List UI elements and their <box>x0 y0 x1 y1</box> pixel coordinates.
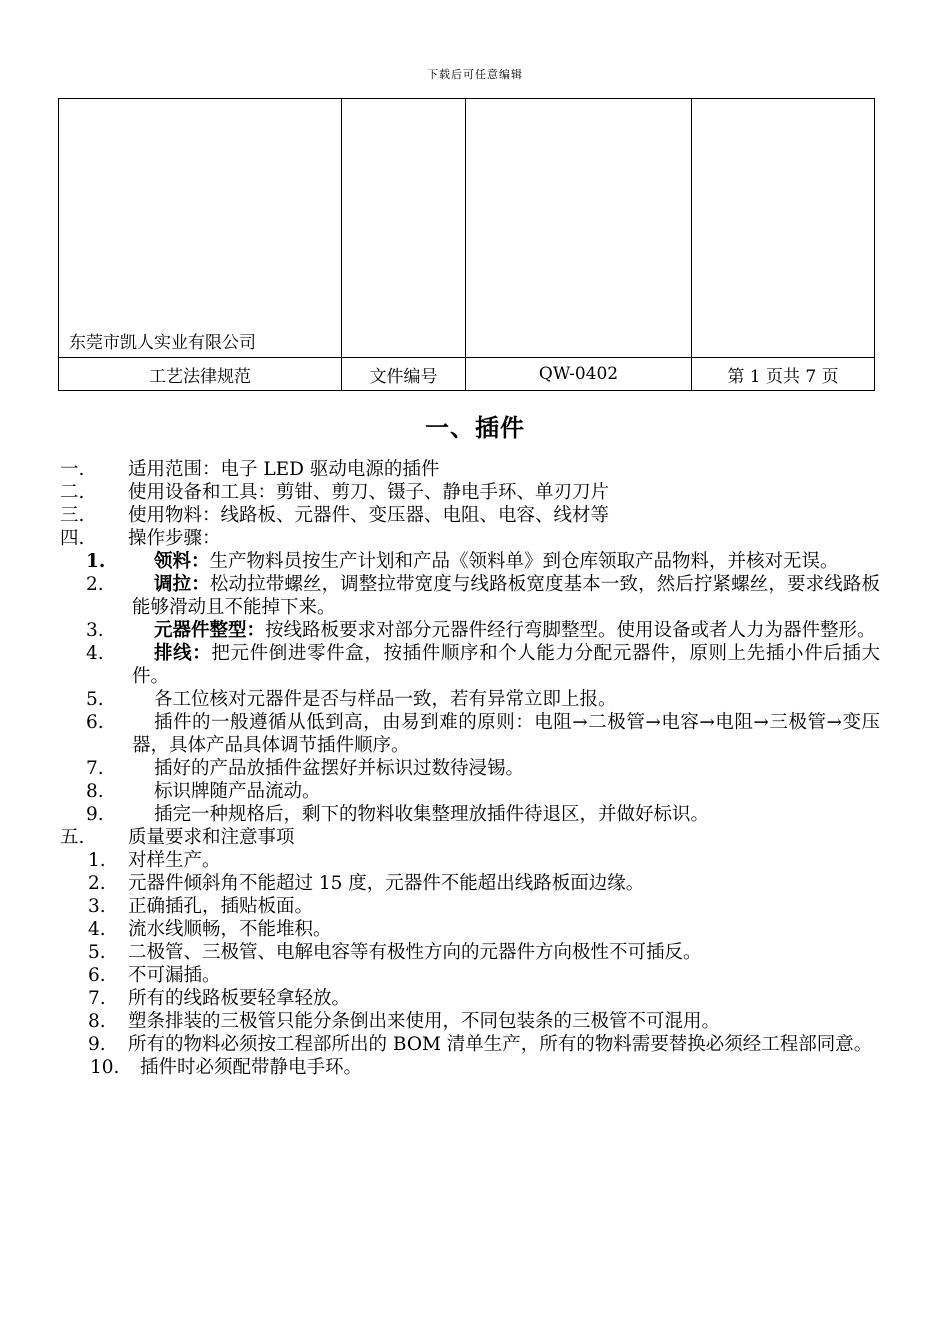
section <box>60 504 880 527</box>
item-number: 4. <box>88 919 106 940</box>
step-number: 4. <box>86 643 104 664</box>
step-number: 9. <box>86 804 104 825</box>
item-number: 7. <box>88 988 106 1009</box>
step-text: 把元件倒进零件盒，按插件顺序和个人能力分配元器件，原则上先插小件后插大件。 <box>132 643 880 687</box>
step-keyword: 领料： <box>154 551 210 572</box>
step-text: 按线路板要求对部分元器件经行弯脚整型。使用设备或者人力为器件整形。 <box>265 620 876 641</box>
page-info: 第 1 页共 7 页 <box>692 358 875 391</box>
item-text: 所有的物料必须按工程部所出的 BOM 清单生产，所有的物料需要替换必须经工程部同意。 <box>128 1034 873 1055</box>
quality-item <box>60 918 880 941</box>
step-number: 5. <box>86 689 104 710</box>
section-number: 三. <box>60 505 85 526</box>
step-item <box>60 573 880 619</box>
blank-cell <box>342 99 466 358</box>
section-number: 五. <box>60 827 85 848</box>
item-number: 10. <box>90 1057 120 1078</box>
section-text: 使用物料：线路板、元器件、变压器、电阻、电容、线材等 <box>128 505 610 526</box>
step-number: 1. <box>86 551 106 572</box>
quality-item <box>60 1010 880 1033</box>
company-cell <box>59 99 342 358</box>
step-item <box>60 550 880 573</box>
doc-number-label: 文件编号 <box>342 358 466 391</box>
section <box>60 481 880 504</box>
document-header-table <box>58 98 875 391</box>
quality-item <box>60 1056 880 1079</box>
item-number: 3. <box>88 896 106 917</box>
section <box>60 458 880 481</box>
item-text: 元器件倾斜角不能超过 15 度，元器件不能超出线路板面边缘。 <box>128 873 645 894</box>
step-number: 3. <box>86 620 104 641</box>
watermark: 下载后可任意编辑 <box>427 68 523 81</box>
item-text: 流水线顺畅，不能堆积。 <box>128 919 332 940</box>
item-text: 对样生产。 <box>128 850 221 871</box>
step-text: 松动拉带螺丝，调整拉带宽度与线路板宽度基本一致，然后拧紧螺丝，要求线路板能够滑动且不能掉下来。 <box>132 574 880 618</box>
doc-type: 工艺法律规范 <box>59 358 342 391</box>
step-text: 插件的一般遵循从低到高，由易到难的原则：电阻→二极管→电容→电阻→三极管→变压器，具体产品具体调节插件顺序。 <box>132 712 880 756</box>
section <box>60 527 880 550</box>
item-number: 5. <box>88 942 106 963</box>
item-text: 所有的线路板要轻拿轻放。 <box>128 988 351 1009</box>
section-text: 质量要求和注意事项 <box>128 827 295 848</box>
step-item <box>60 619 880 642</box>
step-item <box>60 688 880 711</box>
step-text: 插好的产品放插件盆摆好并标识过数待浸锡。 <box>154 758 525 779</box>
section-number: 二. <box>60 482 85 503</box>
section-text: 使用设备和工具：剪钳、剪刀、镊子、静电手环、单刃刀片 <box>128 482 610 503</box>
step-item <box>60 642 880 688</box>
quality-item <box>60 849 880 872</box>
item-number: 1. <box>88 850 106 871</box>
step-number: 7. <box>86 758 104 779</box>
step-item <box>60 780 880 803</box>
quality-item <box>60 872 880 895</box>
item-text: 不可漏插。 <box>128 965 221 986</box>
step-item <box>60 711 880 757</box>
quality-item <box>60 987 880 1010</box>
company-name: 东莞市凯人实业有限公司 <box>69 333 256 353</box>
step-keyword: 调拉： <box>154 574 210 595</box>
step-text: 标识牌随产品流动。 <box>154 781 321 802</box>
section-number: 四. <box>60 528 85 549</box>
quality-item <box>60 941 880 964</box>
blank-cell <box>692 99 875 358</box>
quality-item <box>60 1033 880 1056</box>
document-body <box>60 458 880 1079</box>
item-number: 6. <box>88 965 106 986</box>
step-number: 6. <box>86 712 104 733</box>
page-title: 一、插件 <box>425 413 525 442</box>
section-text: 操作步骤： <box>128 528 221 549</box>
blank-cell <box>466 99 692 358</box>
section-number: 一. <box>60 459 85 480</box>
section <box>60 826 880 849</box>
section-text: 适用范围：电子 LED 驱动电源的插件 <box>128 459 440 480</box>
step-number: 8. <box>86 781 104 802</box>
step-keyword: 排线： <box>154 643 212 664</box>
item-number: 2. <box>88 873 106 894</box>
quality-item <box>60 895 880 918</box>
step-text: 生产物料员按生产计划和产品《领料单》到仓库领取产品物料，并核对无误。 <box>209 551 839 572</box>
step-item <box>60 757 880 780</box>
step-item <box>60 803 880 826</box>
item-number: 9. <box>88 1034 106 1055</box>
doc-number: QW-0402 <box>466 358 692 391</box>
step-keyword: 元器件整型： <box>154 620 266 641</box>
item-text: 正确插孔，插贴板面。 <box>128 896 314 917</box>
step-text: 各工位核对元器件是否与样品一致，若有异常立即上报。 <box>154 689 617 710</box>
item-text: 插件时必须配带静电手环。 <box>140 1057 363 1078</box>
step-text: 插完一种规格后，剩下的物料收集整理放插件待退区，并做好标识。 <box>154 804 710 825</box>
item-text: 二极管、三极管、电解电容等有极性方向的元器件方向极性不可插反。 <box>128 942 702 963</box>
item-text: 塑条排装的三极管只能分条倒出来使用，不同包装条的三极管不可混用。 <box>128 1011 721 1032</box>
quality-item <box>60 964 880 987</box>
step-number: 2. <box>86 574 104 595</box>
item-number: 8. <box>88 1011 106 1032</box>
